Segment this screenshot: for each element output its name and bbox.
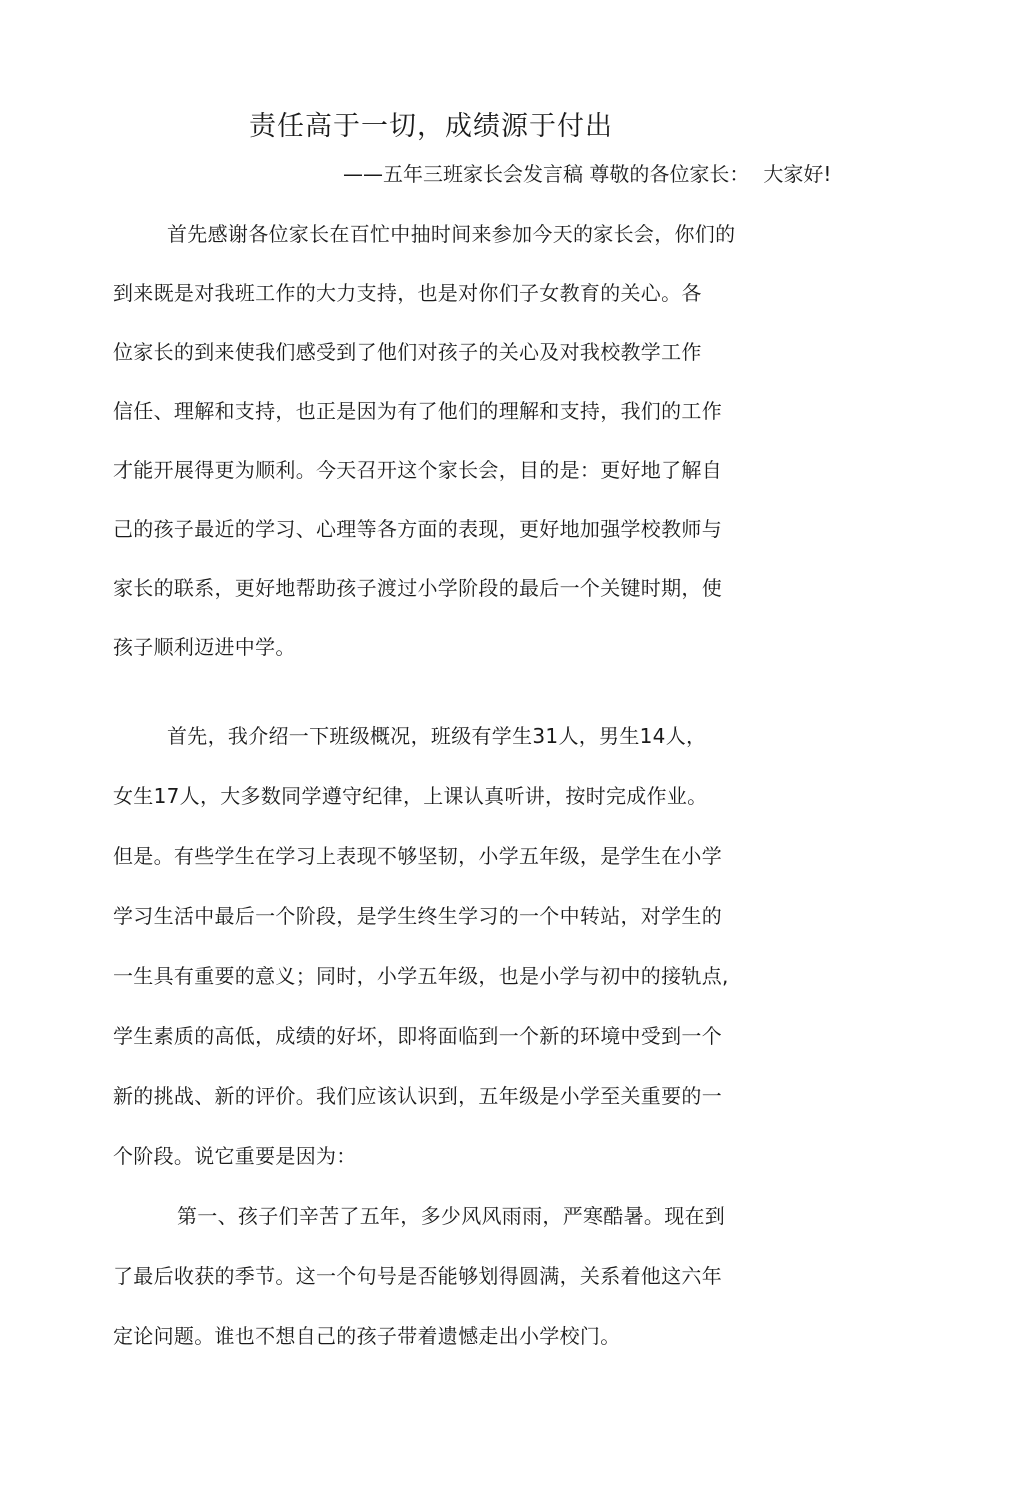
paragraph-line: 但是。有些学生在学习上表现不够坚韧，小学五年级，是学生在小学 — [113, 844, 722, 868]
paragraph-line: 孩子顺利迈进中学。 — [113, 635, 296, 659]
document-subtitle — [343, 158, 831, 187]
paragraph-line: 首先感谢各位家长在百忙中抽时间来参加今天的家长会，你们的 — [167, 222, 736, 246]
paragraph-line: 了最后收获的季节。这一个句号是否能够划得圆满，关系着他这六年 — [113, 1264, 722, 1288]
paragraph-line: 位家长的到来使我们感受到了他们对孩子的关心及对我校教学工作 — [113, 340, 702, 364]
paragraph-line: 信任、理解和支持，也正是因为有了他们的理解和支持，我们的工作 — [113, 399, 722, 423]
paragraph-line: 家长的联系，更好地帮助孩子渡过小学阶段的最后一个关键时期，使 — [113, 576, 722, 600]
paragraph-line: 第一、孩子们辛苦了五年，多少风风雨雨，严寒酷暑。现在到 — [177, 1204, 726, 1228]
paragraph-line: 新的挑战、新的评价。我们应该认识到，五年级是小学至关重要的一 — [113, 1084, 722, 1108]
greeting-text: 大家好! — [763, 162, 832, 186]
paragraph-line: 到来既是对我班工作的大力支持，也是对你们子女教育的关心。各 — [113, 281, 702, 305]
paragraph-line: 学生素质的高低，成绩的好坏，即将面临到一个新的环境中受到一个 — [113, 1024, 722, 1048]
paragraph-line: 一生具有重要的意义；同时，小学五年级，也是小学与初中的接轨点, — [113, 964, 729, 988]
subtitle-text: ——五年三班家长会发言稿 尊敬的各位家长： — [343, 162, 750, 186]
paragraph-line: 学习生活中最后一个阶段，是学生终生学习的一个中转站，对学生的 — [113, 904, 722, 928]
paragraph-line: 己的孩子最近的学习、心理等各方面的表现，更好地加强学校教师与 — [113, 517, 722, 541]
paragraph-line: 个阶段。说它重要是因为： — [113, 1144, 357, 1168]
document-title: 责任高于一切，成绩源于付出 — [249, 111, 613, 142]
paragraph-line: 女生17人，大多数同学遵守纪律，上课认真听讲，按时完成作业。 — [113, 784, 708, 808]
paragraph-line: 首先，我介绍一下班级概况，班级有学生31人，男生14人， — [167, 724, 707, 748]
paragraph-line: 才能开展得更为顺利。今天召开这个家长会，目的是：更好地了解自 — [113, 458, 722, 482]
paragraph-line: 定论问题。谁也不想自己的孩子带着遗憾走出小学校门。 — [113, 1324, 621, 1348]
